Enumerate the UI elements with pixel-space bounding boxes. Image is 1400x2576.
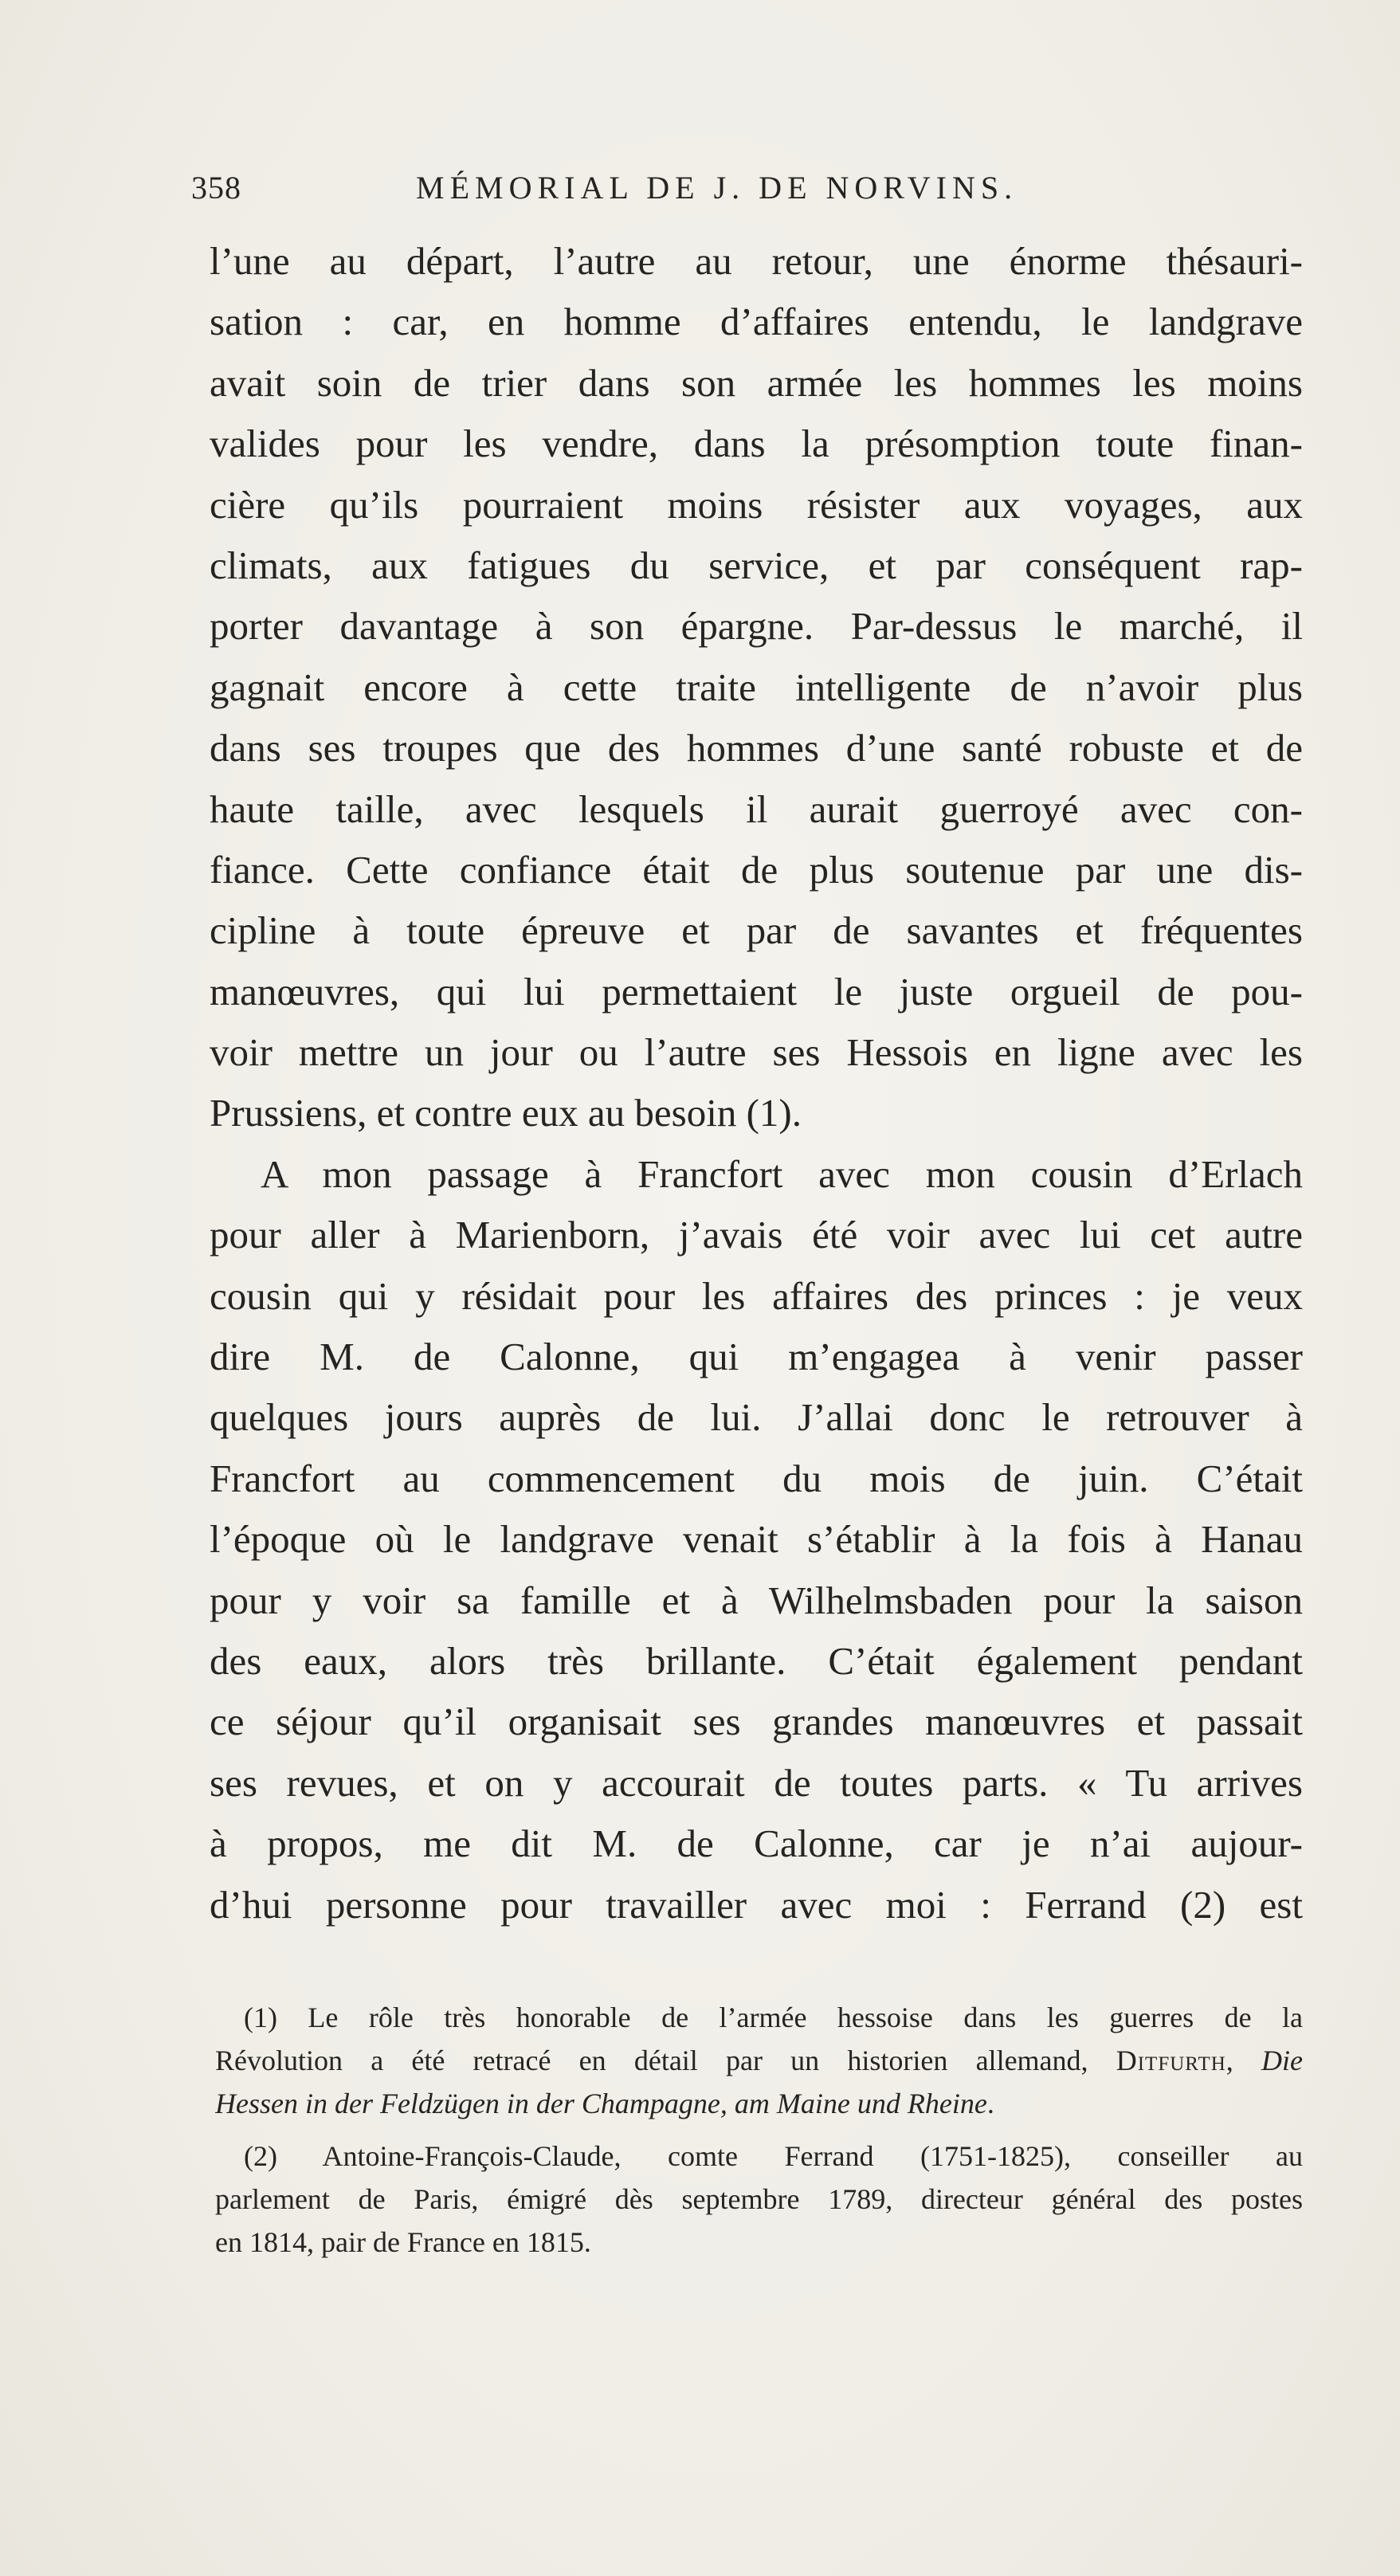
text-line: Prussiens, et contre eux au besoin (1). [210, 1091, 802, 1135]
text-line: des eaux, alors très brillante. C’était également pendant [210, 1638, 1303, 1683]
footnote-text: . [986, 2088, 994, 2119]
text-line: à propos, me dit M. de Calonne, car je n’ai aujour- [210, 1821, 1303, 1866]
text-line: ce séjour qu’il organisait ses grandes manœuvres et passait [210, 1700, 1303, 1744]
text-line: sation : car, en homme d’affaires entendu, le landgrave [210, 300, 1303, 344]
footnote-1-line [215, 2082, 1303, 2125]
text-line: manœuvres, qui lui permettaient le juste orgueil de pou- [210, 969, 1303, 1014]
text-line: porter davantage à son épargne. Par-dessus le marché, il [210, 604, 1303, 649]
main-text [210, 231, 1303, 1935]
text-line: haute taille, avec lesquels il aurait guerroyé avec con- [210, 786, 1303, 831]
text-line: l’une au départ, l’autre au retour, une énorme thésauri- [210, 239, 1303, 283]
footnote-work-title: Die [1261, 2045, 1303, 2076]
footnotes [215, 1996, 1303, 2264]
page-header [191, 169, 1283, 217]
text-line: dans ses troupes que des hommes d’une santé robuste et de [210, 726, 1303, 770]
footnote-1-line [215, 2039, 1303, 2082]
footnote-text: , [1225, 2045, 1262, 2076]
text-line: A mon passage à Francfort avec mon cousin d’Erlach [261, 1151, 1303, 1196]
text-line: voir mettre un jour ou l’autre ses Hessois en ligne avec les [210, 1030, 1303, 1075]
text-line: avait soin de trier dans son armée les hommes les moins [210, 360, 1303, 405]
text-line: l’époque où le landgrave venait s’établir à la fois à Hanau [210, 1517, 1303, 1562]
text-line: gagnait encore à cette traite intelligente de n’avoir plus [210, 665, 1303, 709]
running-title: MÉMORIAL DE J. DE NORVINS. [416, 170, 1018, 206]
text-line: ses revues, et on y accourait de toutes parts. « Tu arrives [210, 1760, 1303, 1805]
text-line: fiance. Cette confiance était de plus soutenue par une dis- [210, 847, 1303, 892]
text-line: cousin qui y résidait pour les affaires des princes : je veux [210, 1273, 1303, 1318]
footnote-work-title: Hessen in der Feldzügen in der Champagne, am Maine und Rheine [215, 2088, 987, 2119]
text-line: cière qu’ils pourraient moins résister aux voyages, aux [210, 482, 1303, 527]
footnote-2-line: parlement de Paris, émigré dès septembre 1789, directeur général des postes [215, 2183, 1303, 2215]
text-line: quelques jours auprès de lui. J’allai donc le retrouver à [210, 1395, 1303, 1440]
footnote-1-line: (1) Le rôle très honorable de l’armée hessoise dans les guerres de la [244, 2002, 1303, 2033]
text-line: d’hui personne pour travailler avec moi : Ferrand (2) est [210, 1882, 1303, 1927]
text-line: valides pour les vendre, dans la présomption toute finan- [210, 421, 1303, 466]
text-line: pour aller à Marienborn, j’avais été voir avec lui cet autre [210, 1213, 1303, 1257]
text-line: pour y voir sa famille et à Wilhelmsbaden pour la saison [210, 1578, 1303, 1622]
footnote-text: Révolution a été retracé en détail par un historien allemand, [215, 2045, 1116, 2076]
page-number: 358 [191, 170, 241, 206]
text-line: dire M. de Calonne, qui m’engagea à venir passer [210, 1335, 1303, 1379]
text-line: Francfort au commencement du mois de juin. C’était [210, 1456, 1303, 1500]
text-line: cipline à toute épreuve et par de savantes et fréquentes [210, 908, 1303, 953]
footnote-author: Ditfurth [1116, 2045, 1226, 2076]
footnote-2-line: en 1814, pair de France en 1815. [215, 2226, 591, 2258]
text-line: climats, aux fatigues du service, et par conséquent rap- [210, 543, 1303, 587]
footnote-2-line: (2) Antoine-François-Claude, comte Ferrand (1751-1825), conseiller au [244, 2140, 1303, 2172]
